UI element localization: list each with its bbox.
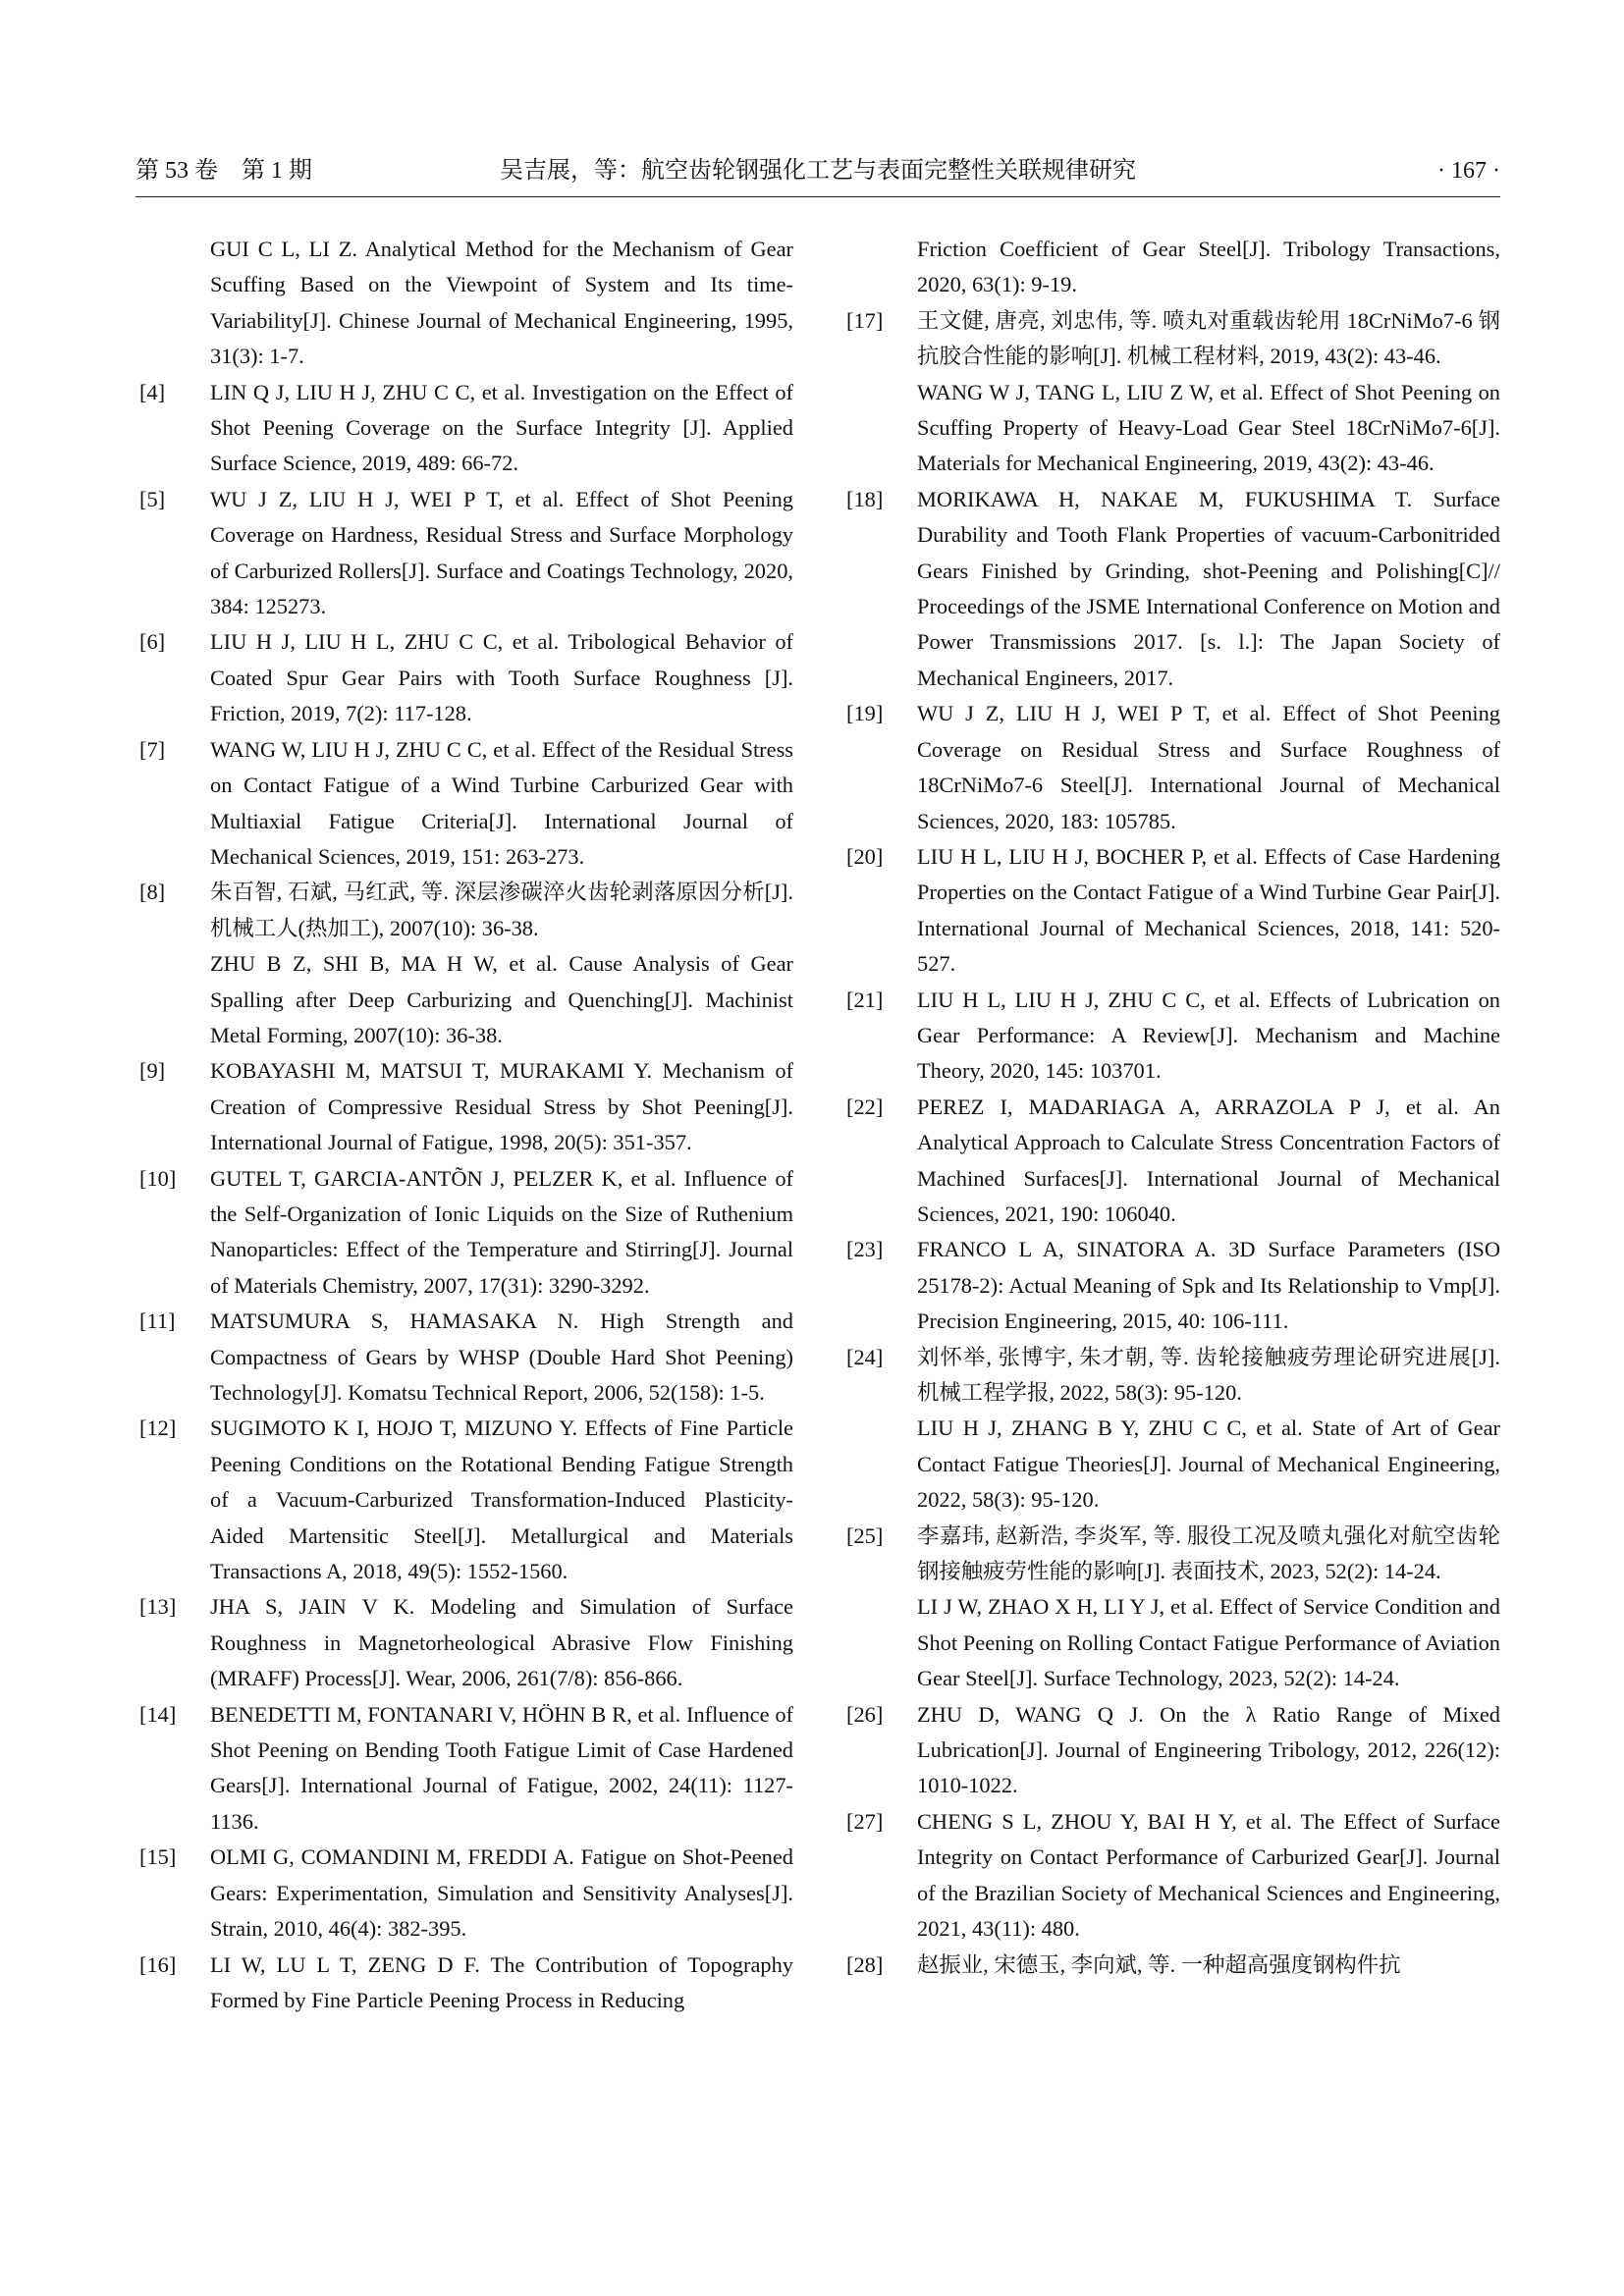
- reference-entry: [135, 1697, 793, 1841]
- reference-number: [17]: [846, 307, 884, 333]
- reference-entry: [135, 732, 793, 876]
- reference-text: MATSUMURA S, HAMASAKA N. High Strength and Compactness of Gears by WHSP (Double Hard Shot Peening) Technology[J]. Komatsu Technical Report, 2006, 52(158): 1-5.: [210, 1308, 793, 1405]
- reference-text: WANG W, LIU H J, ZHU C C, et al. Effect of the Residual Stress on Contact Fatigue of a Wind Turbine Carburized Gear with Multiaxial Fatigue Criteria[J]. International Journal of Mechanical Sciences, 2019, 151: 263-273.: [210, 736, 793, 869]
- reference-number: [16]: [139, 1951, 177, 1977]
- reference-text: 李嘉玮, 赵新浩, 李炎军, 等. 服役工况及喷丸强化对航空齿轮钢接触疲劳性能的影响[J]. 表面技术, 2023, 52(2): 14-24.: [917, 1522, 1500, 1584]
- reference-number: [22]: [846, 1094, 884, 1119]
- reference-text: 赵振业, 宋德玉, 李向斌, 等. 一种超高强度钢构件抗: [917, 1951, 1401, 1977]
- reference-entry: [842, 1340, 1500, 1519]
- reference-number: [23]: [846, 1237, 884, 1262]
- reference-number: [12]: [139, 1415, 177, 1441]
- reference-text: Friction Coefficient of Gear Steel[J]. Tribology Transactions, 2020, 63(1): 9-19.: [917, 237, 1500, 297]
- reference-number: [15]: [139, 1844, 177, 1870]
- reference-entry: [842, 1697, 1500, 1804]
- reference-entry: [842, 482, 1500, 696]
- reference-number: [7]: [139, 736, 166, 762]
- reference-text: ZHU D, WANG Q J. On the λ Ratio Range of Mixed Lubrication[J]. Journal of Engineering Tribology, 2012, 226(12): 1010-1022.: [917, 1701, 1500, 1798]
- reference-text: LI W, LU L T, ZENG D F. The Contribution of Topography Formed by Fine Particle Peening Process in Reducing: [210, 1951, 793, 2012]
- reference-column-right: [842, 232, 1500, 1983]
- reference-text: LIU H L, LIU H J, BOCHER P, et al. Effects of Case Hardening Properties on the Contact Fatigue of a Wind Turbine Gear Pair[J]. International Journal of Mechanical Sciences, 2018, 141: 520-527.: [917, 843, 1500, 977]
- page-number: · 167 ·: [1437, 158, 1500, 184]
- volume-issue: 第 53 卷 第 1 期: [135, 158, 312, 184]
- reference-text: 刘怀举, 张博宇, 朱才朝, 等. 齿轮接触疲劳理论研究进展[J]. 机械工程学报, 2022, 58(3): 95-120.: [917, 1344, 1500, 1405]
- reference-number: [20]: [846, 843, 884, 869]
- reference-number: [14]: [139, 1701, 177, 1727]
- reference-entry: [135, 482, 793, 625]
- reference-number: [27]: [846, 1808, 884, 1834]
- reference-text: OLMI G, COMANDINI M, FREDDI A. Fatigue on Shot-Peened Gears: Experimentation, Simulation and Sensitivity Analyses[J]. Strain, 2010, 46(4): 382-395.: [210, 1844, 793, 1942]
- reference-number: [25]: [846, 1522, 884, 1548]
- reference-text: GUTEL T, GARCIA-ANTÕN J, PELZER K, et al. Influence of the Self-Organization of Ionic Liquids on the Size of Ruthenium Nanoparticles: Effect of the Temperature and Stirring[J]. Journal of Materials Chemistry, 2007, 17(31): 3290-3292.: [210, 1165, 793, 1298]
- reference-text: CHENG S L, ZHOU Y, BAI H Y, et al. The Effect of Surface Integrity on Contact Performance of Carburized Gear[J]. Journal of the Brazilian Society of Mechanical Sciences and Engineering, 2021, 43(11): 480.: [917, 1808, 1500, 1942]
- running-title: 吴吉展，等：航空齿轮钢强化工艺与表面完整性关联规律研究: [500, 158, 1136, 184]
- reference-text: 朱百智, 石斌, 马红武, 等. 深层渗碳淬火齿轮剥落原因分析[J]. 机械工人(热加工), 2007(10): 36-38.: [210, 880, 793, 940]
- reference-number: [24]: [846, 1344, 884, 1369]
- reference-entry: [135, 1161, 793, 1305]
- reference-translation: LI J W, ZHAO X H, LI Y J, et al. Effect of Service Condition and Shot Peening on Rolling Contact Fatigue Performance of Aviation Gear Steel[J]. Surface Technology, 2023, 52(2): 14-24.: [917, 1594, 1500, 1691]
- reference-entry: [135, 875, 793, 1053]
- reference-translation: WANG W J, TANG L, LIU Z W, et al. Effect of Shot Peening on Scuffing Property of Heavy-Load Gear Steel 18CrNiMo7-6[J]. Materials for Mechanical Engineering, 2019, 43(2): 43-46.: [917, 379, 1500, 476]
- header-rule: [135, 196, 1500, 197]
- reference-text: MORIKAWA H, NAKAE M, FUKUSHIMA T. Surface Durability and Tooth Flank Properties of vacuum-Carbonitrided Gears Finished by Grinding, shot-Peening and Polishing[C]// Proceedings of the JSME International Conference on Motion and Power Transmissions 2017. [s. l.]: The Japan Society of Mechanical Engineers, 2017.: [917, 486, 1500, 690]
- reference-entry: [842, 1948, 1500, 1983]
- reference-translation: LIU H J, ZHANG B Y, ZHU C C, et al. State of Art of Gear Contact Fatigue Theories[J]. Journal of Mechanical Engineering, 2022, 58(3): 95-120.: [917, 1415, 1500, 1513]
- reference-number: [21]: [846, 987, 884, 1012]
- reference-translation: ZHU B Z, SHI B, MA H W, et al. Cause Analysis of Gear Spalling after Deep Carburizing and Quenching[J]. Machinist Metal Forming, 2007(10): 36-38.: [210, 951, 793, 1047]
- reference-entry: [135, 375, 793, 482]
- reference-entry: [135, 232, 793, 375]
- reference-column-left: [135, 232, 793, 2018]
- reference-number: [19]: [846, 701, 884, 726]
- reference-number: [18]: [846, 486, 884, 511]
- reference-number: [4]: [139, 379, 166, 404]
- reference-entry: [135, 624, 793, 731]
- reference-entry: [842, 983, 1500, 1090]
- reference-text: SUGIMOTO K I, HOJO T, MIZUNO Y. Effects of Fine Particle Peening Conditions on the Rotational Bending Fatigue Strength of a Vacuum-Carburized Transformation-Induced Plasticity-Aided Martensitic Steel[J]. Metallurgical and Materials Transactions A, 2018, 49(5): 1552-1560.: [210, 1415, 793, 1584]
- reference-text: BENEDETTI M, FONTANARI V, HÖHN B R, et al. Influence of Shot Peening on Bending Tooth Fatigue Limit of Case Hardened Gears[J]. International Journal of Fatigue, 2002, 24(11): 1127-1136.: [210, 1701, 793, 1834]
- reference-text: JHA S, JAIN V K. Modeling and Simulation of Surface Roughness in Magnetorheological Abrasive Flow Finishing (MRAFF) Process[J]. Wear, 2006, 261(7/8): 856-866.: [210, 1594, 793, 1691]
- reference-text: WU J Z, LIU H J, WEI P T, et al. Effect of Shot Peening Coverage on Hardness, Residual Stress and Surface Morphology of Carburized Rollers[J]. Surface and Coatings Technology, 2020, 384: 125273.: [210, 486, 793, 619]
- reference-entry: [135, 1840, 793, 1947]
- reference-entry: [135, 1948, 793, 2019]
- reference-number: [26]: [846, 1701, 884, 1727]
- reference-entry: [135, 1053, 793, 1160]
- reference-number: [28]: [846, 1951, 884, 1977]
- reference-text: PEREZ I, MADARIAGA A, ARRAZOLA P J, et al. An Analytical Approach to Calculate Stress Concentration Factors of Machined Surfaces[J]. International Journal of Mechanical Sciences, 2021, 190: 106040.: [917, 1094, 1500, 1226]
- reference-text: 王文健, 唐亮, 刘忠伟, 等. 喷丸对重载齿轮用 18CrNiMo7-6 钢抗胶合性能的影响[J]. 机械工程材料, 2019, 43(2): 43-46.: [917, 307, 1500, 369]
- reference-number: [13]: [139, 1594, 177, 1620]
- reference-entry: [842, 303, 1500, 482]
- reference-entry: [135, 1589, 793, 1696]
- reference-entry: [842, 1090, 1500, 1233]
- reference-number: [11]: [139, 1308, 176, 1334]
- reference-number: [6]: [139, 629, 166, 655]
- reference-text: GUI C L, LI Z. Analytical Method for the Mechanism of Gear Scuffing Based on the Viewpoint of System and Its time-Variability[J]. Chinese Journal of Mechanical Engineering, 1995, 31(3): 1-7.: [210, 237, 793, 369]
- reference-entry: [842, 1232, 1500, 1339]
- reference-text: KOBAYASHI M, MATSUI T, MURAKAMI Y. Mechanism of Creation of Compressive Residual Stress by Shot Peening[J]. International Journal of Fatigue, 1998, 20(5): 351-357.: [210, 1058, 793, 1155]
- reference-entry: [842, 839, 1500, 983]
- reference-entry: [135, 1411, 793, 1589]
- running-header: [135, 153, 1500, 192]
- reference-number: [5]: [139, 486, 166, 511]
- reference-entry: [842, 1804, 1500, 1948]
- reference-entry: [842, 696, 1500, 839]
- reference-text: LIN Q J, LIU H J, ZHU C C, et al. Investigation on the Effect of Shot Peening Coverage on the Surface Integrity [J]. Applied Surface Science, 2019, 489: 66-72.: [210, 379, 793, 476]
- reference-entry: [842, 1519, 1500, 1697]
- reference-number: [8]: [139, 880, 166, 905]
- reference-entry: [135, 1304, 793, 1411]
- reference-number: [10]: [139, 1165, 177, 1191]
- reference-text: LIU H L, LIU H J, ZHU C C, et al. Effects of Lubrication on Gear Performance: A Review[J]. Mechanism and Machine Theory, 2020, 145: 103701.: [917, 987, 1500, 1084]
- reference-number: [9]: [139, 1058, 166, 1084]
- reference-entry: [842, 232, 1500, 303]
- reference-text: FRANCO L A, SINATORA A. 3D Surface Parameters (ISO 25178-2): Actual Meaning of Spk and Its Relationship to Vmp[J]. Precision Engineering, 2015, 40: 106-111.: [917, 1237, 1500, 1334]
- reference-text: WU J Z, LIU H J, WEI P T, et al. Effect of Shot Peening Coverage on Residual Stress and Surface Roughness of 18CrNiMo7-6 Steel[J]. International Journal of Mechanical Sciences, 2020, 183: 105785.: [917, 701, 1500, 833]
- reference-text: LIU H J, LIU H L, ZHU C C, et al. Tribological Behavior of Coated Spur Gear Pairs with Tooth Surface Roughness [J]. Friction, 2019, 7(2): 117-128.: [210, 629, 793, 726]
